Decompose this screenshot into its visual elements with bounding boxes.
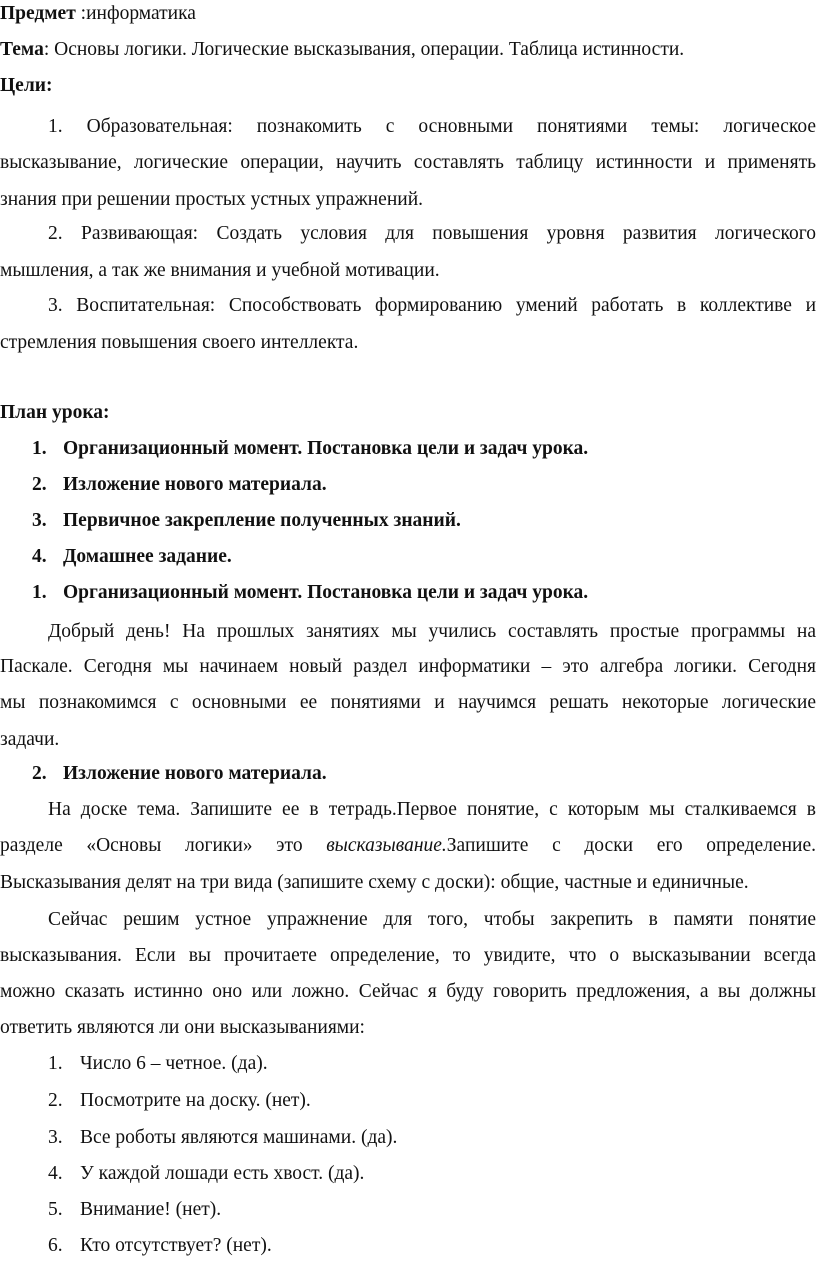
section-2-p1-line-2: разделе «Основы логики» это высказывание.Запишите с доски его определение.	[0, 835, 816, 856]
goal-2-line-1: 2. Развивающая: Создать условия для повышения уровня развития логического	[48, 223, 816, 244]
topic-line	[0, 38, 684, 62]
subject-value: :информатика	[75, 3, 196, 24]
plan-title: План урока:	[0, 402, 110, 423]
goal-1-line-1: 1. Образовательная: познакомить с основными понятиями темы: логическое	[48, 116, 816, 137]
term-statement: высказывание.	[326, 835, 447, 856]
section-1-line-4: задачи.	[0, 729, 60, 750]
topic-value: : Основы логики. Логические высказывания, операции. Таблица истинности.	[43, 39, 685, 60]
goals-label: Цели:	[0, 75, 53, 96]
document-page: Предмет :информатика Тема: Основы логики. Логические высказывания, операции. Таблица истинности. Цели: 1. Образовательная: познакомить с основными понятиями темы: логическое высказывание, логические операции, научить составлять таблицу истинности и применять знания при решении простых устных упражнений. 2. Развивающая: Создать условия для повышения уровня развития логического мышления, а так же внимания и учебной мотивации. 3. Воспитательная: Способствовать формированию умений работать в коллективе и стремления повышения своего интеллекта. План урока: 1. Организационный момент. Постановка цели и задач урока. 2. Изложение нового материала. 3. Первичное закрепление полученных знаний. 4. Домашнее задание. 1. Организационный момент. Постановка цели и задач урока. Добрый день! На прошлых занятиях мы учились составлять простые программы на Паскале. Сегодня мы начинаем новый раздел информатики – это алгебра логики. Сегодня мы познакомимся с основными ее понятиями и научимся решать некоторые логические задачи. 2. Изложение нового материала. На доске тема. Запишите ее в тетрадь.Первое понятие, с которым мы сталкиваемся в разделе «Основы логики» это высказывание.Запишите с доски его определение. Высказывания делят на три вида (запишите схему с доски): общие, частные и единичные. Сейчас решим устное упражнение для того, чтобы закрепить в памяти понятие высказывания. Если вы прочитаете определение, то увидите, что о высказывании всегда можно сказать истинно оно или ложно. Сейчас я буду говорить предложения, а вы должны ответить являются ли они высказываниями: 1. Число 6 – четное. (да). 2. Посмотрите на доску. (нет). 3. Все роботы являются машинами. (да). 4. У каждой лошади есть хвост. (да). 5. Внимание! (нет). 6. Кто отсутствует? (нет).	[0, 3, 816, 1256]
section-2-p2-line-2: высказывания. Если вы прочитаете определение, то увидите, что о высказывании всегда	[0, 945, 816, 966]
section-2-p1-line-1: На доске тема. Запишите ее в тетрадь.Первое понятие, с которым мы сталкиваемся в	[48, 799, 816, 820]
goal-1-line-3: знания при решении простых устных упражнений.	[0, 189, 424, 210]
goal-3-line-1: 3. Воспитательная: Способствовать формированию умений работать в коллективе и	[48, 295, 816, 316]
section-2-p2-line-1: Сейчас решим устное упражнение для того, чтобы закрепить в памяти понятие	[48, 909, 816, 930]
goal-3-line-2: стремления повышения своего интеллекта.	[0, 332, 359, 353]
section-1-line-2: Паскале. Сегодня мы начинаем новый раздел информатики – это алгебра логики. Сегодня	[0, 656, 816, 677]
section-2-p2-line-4: ответить являются ли они высказываниями:	[0, 1017, 365, 1038]
section-2-p2-line-3: можно сказать истинно оно или ложно. Сейчас я буду говорить предложения, а вы должны	[0, 981, 816, 1002]
goal-2-line-2: мышления, а так же внимания и учебной мотивации.	[0, 260, 440, 281]
section-1-line-3: мы познакомимся с основными ее понятиями и научимся решать некоторые логические	[0, 692, 816, 713]
subject-label: Предмет	[0, 3, 76, 24]
section-1-line-1: Добрый день! На прошлых занятиях мы учились составлять простые программы на	[48, 621, 816, 642]
topic-label: Тема	[0, 39, 44, 60]
subject-line	[0, 2, 196, 26]
goal-1-line-2: высказывание, логические операции, научить составлять таблицу истинности и применять	[0, 152, 816, 173]
section-2-p1-line-3: Высказывания делят на три вида (запишите схему с доски): общие, частные и единичные.	[0, 872, 749, 893]
